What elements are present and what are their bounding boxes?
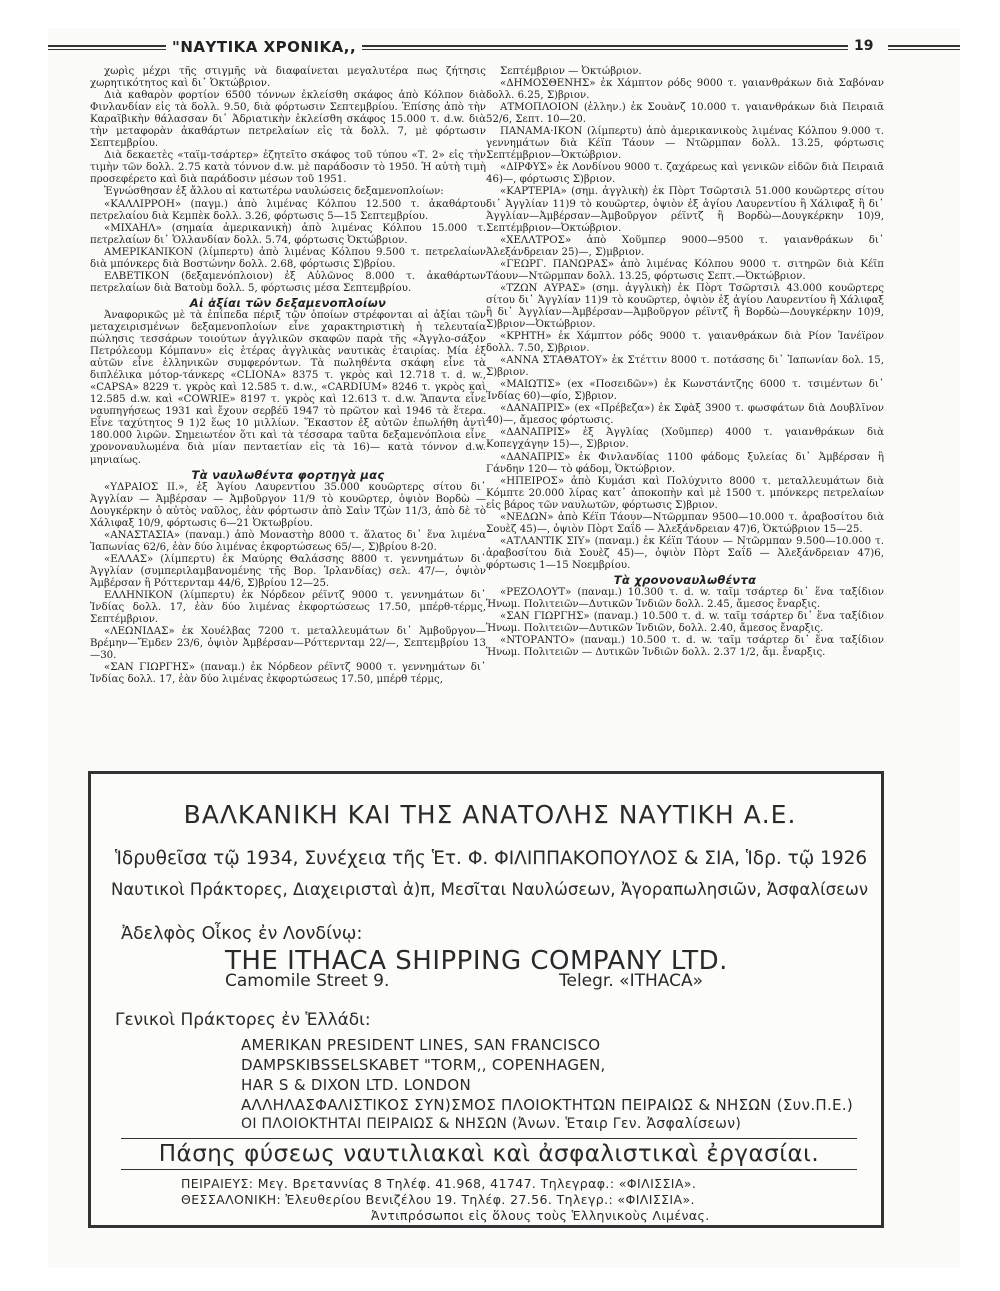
ad-address-thessaloniki: ΘΕΣΣΑΛΟΝΙΚΗ: Ἐλευθερίου Βενιζέλου 19. Τηλέφ. 27.56. Τηλεγρ.: «ΦΙΛΙΣΣΙΑ».	[181, 1192, 695, 1207]
article-paragraph: «ΔΗΜΟΣΘΕΝΗΣ» ἐκ Χάμπτον ρόδς 9000 τ. γαιανθράκων διὰ Σαβόναν δολλ. 6.25, Σ)βριον.	[486, 78, 884, 102]
article-paragraph: «ΜΙΧΑΗΛ» (σημαία ἀμερικανικὴ) ἀπὸ λιμένας Κόλπου 15.000 τ. πετρελαίων δι᾿ Ὁλλανδίαν δολλ. 5.74, φόρτωσις Ὀκτώβριον.	[90, 222, 486, 246]
article-paragraph: ΕΛΒΕΤΙΚΟΝ (δεξαμενόπλοιον) ἐξ Αὐλῶνος 8.000 τ. ἀκαθάρτων πετρελαίων διὰ Βατοὺμ δολλ. 5, φόρτωσις μέσα Σεπτεμβρίου.	[90, 270, 486, 294]
article-paragraph: «ΑΝΑΣΤΑΣΙΑ» (παναμ.) ἀπὸ Μοναστὴρ 8000 τ. ἅλατος δι᾿ ἕνα λιμένα Ἰαπωνίας 62/6, ἐὰν δύο λιμένας ἐκφορτώσεως 65/—, Σ)βρίου 8-20.	[90, 529, 486, 553]
article-paragraph: Σεπτέμβριον — Ὀκτώβριον.	[500, 66, 642, 77]
ad-client-line: DAMPSKIBSSELSKABET "TORM,, COPENHAGEN,	[241, 1056, 606, 1074]
ad-london-company: THE ITHACA SHIPPING COMPANY LTD.	[225, 946, 728, 976]
header-rule-middle	[348, 45, 848, 50]
ad-representatives-note: Ἀντιπρόσωποι εἰς ὅλους τοὺς Ἑλληνικοὺς Λιμένας.	[371, 1208, 710, 1223]
article-paragraph: «ΚΑΛΛΙΡΡΟΗ» (παγμ.) ἀπὸ λιμένας Κόλπου 12.500 τ. ἀκαθάρτου πετρελαίου διὰ Κεμπὲκ δολλ. 3.26, φόρτωσις 5—15 Σεπτεμβρίου.	[90, 198, 486, 222]
ad-greece-agents-label: Γενικοὶ Πράκτορες ἐν Ἑλλάδι:	[115, 1010, 371, 1030]
article-paragraph: Ἀναφορικῶς μὲ τὰ ἐπίπεδα πέριξ τῶν ὁποίων στρέφονται αἱ ἀξίαι τῶν μεταχειρισμένων δεξαμενοπλοίων εἶνε χαρακτηριστικὴ ἡ τελευταία πώλησις τεσσάρων τοιούτων ἀγγλικῶν σκαφῶν παρὰ τῆς «Ἀγγλο-σάξον Πετρόλεουμ Κόμπανυ» εἰς ἑτέρας ἀγγλικὰς ναυτικὰς ἑταιρίας. Μία ἐξ αὐτῶν εἶνε ἑλληνικῶν συμφερόντων. Τὰ πωληθέντα σκάφη εἶνε τὰ διπλέλικα μότορ-τάνκερς «CLIONA» 8375 τ. γκρὸς καὶ 12.718 τ. d. w., «CAPSA» 8229 τ. γκρὸς καὶ 12.585 τ. d.w., «CARDIUM» 8246 τ. γκρὸς καὶ 12.585 d.w. καὶ «COWRIE» 8197 τ. γκρὸς καὶ 12.613 τ. d.w. Ἅπαντα εἶνε ναυπηγήσεως 1931 καὶ ἔχουν σερβέϋ 1947 τὸ πρῶτον καὶ 1946 τὰ ἕτερα. Εἶνε ταχύτητος 9 1)2 ἕως 10 μιλλίων. Ἕκαστον ἐξ αὐτῶν ἐπωλήθη ἀντὶ 180.000 λιρῶν. Σημειωτέον ὅτι καὶ τὰ τέσσαρα ταῦτα δεξαμενόπλοια εἶνε χρονοναυλωμένα διὰ μίαν πενταετίαν εἰς τὰ 16)— κατὰ τόννον d.w. μηνιαίως.	[90, 309, 486, 466]
ad-london-house-label: Ἀδελφὸς Οἶκος ἐν Λονδίνῳ:	[121, 924, 363, 944]
section-heading-tanker-values: Αἱ ἀξίαι τῶν δεξαμενοπλοίων	[189, 295, 387, 310]
article-paragraph: «ΓΕΩΡΓ. ΠΑΝΩΡΑΣ» ἀπὸ λιμένας Κόλπου 9000 τ. σιτηρῶν διὰ Κέϊπ Τάουν—Ντῶρμπαν δολλ. 13.25, φόρτωσις Σεπτ.—Ὀκτώβριον.	[486, 258, 884, 282]
left-column	[90, 66, 486, 686]
article-paragraph: «ΚΡΗΤΗ» ἐκ Χάμπτον ρόδς 9000 τ. γαιανθράκων διὰ Ρίον Ἰανέϊρον δολλ. 7.50, Σ)βριον.	[486, 331, 884, 355]
article-paragraph: «ΜΑΙΩΤΙΣ» (ex «Ποσειδῶν») ἐκ Κωνστάντζης 6000 τ. τσιμέντων δι᾿ Ἰνδίας 60)—φίο, Σ)βριον.	[486, 379, 884, 403]
article-paragraph: «ΔΙΡΦΥΣ» ἐκ Λονδίνου 9000 τ. ζαχάρεως καὶ γενικῶν εἰδῶν διὰ Πειραιᾶ 46)—, φόρτωσις Σ)βριον.	[486, 162, 884, 186]
ad-founded-line: Ἱδρυθεῖσα τῷ 1934, Συνέχεια τῆς Ἑτ. Φ. ΦΙΛΙΠΠΑΚΟΠΟΥΛΟΣ & ΣΙΑ, Ἱδρ. τῷ 1926	[115, 848, 868, 869]
article-paragraph: ΕΛΛΗΝΙΚΟΝ (λίμπερτυ) ἐκ Νόρδεον ρέϊντζ 9000 τ. γεννημάτων δι᾿ Ἰνδίας δολλ. 17, ἐὰν δύο λιμένας ἐκφορτώσεως 17.50, μπέρθ-τέρμς, Σεπτέμβριον.	[90, 590, 486, 626]
advertisement-box	[88, 771, 884, 1228]
article-paragraph: ΠΑΝΑΜΑ·ΙΚΟΝ (λίμπερτυ) ἀπὸ ἀμερικανικοὺς λιμένας Κόλπου 9.000 τ. γεννημάτων διὰ Κέϊπ Τάουν — Ντῶρμπαν δολλ. 13.25, φόρτωσις Σεπτέμβριον—Ὀκτώβριον.	[486, 126, 884, 162]
left-paragraphs	[90, 66, 486, 295]
page-number: 19	[848, 38, 879, 54]
ad-slogan: Πάσης φύσεως ναυτιλιακαὶ καὶ ἀσφαλιστικαὶ ἐργασίαι.	[121, 1138, 857, 1170]
article-paragraph: «ΑΝΝΑ ΣΤΑΘΑΤΟΥ» ἐκ Στέττιν 8000 τ. ποτάσσης δι᾿ Ἰαπωνίαν δολ. 15, Σ)βριον.	[486, 355, 884, 379]
article-paragraph: «ΝΕΔΩΝ» ἀπὸ Κέϊπ Τάουν—Ντῶρμπαν 9500—10.000 τ. ἀραβοσίτου διὰ Σουὲζ 45)—, ὀψιὸν Πὸρτ Σαΐδ — Ἀλεξάνδρειαν 47)6, Ὀκτώβριον 15—25.	[486, 511, 884, 535]
tanker-values-paragraphs	[90, 310, 486, 467]
ad-services-line: Ναυτικοὶ Πράκτορες, Διαχειρισταὶ ἀ)π, Μεσῖται Ναυλώσεων, Ἀγοραπωλησιῶν, Ἀσφαλίσεων	[111, 880, 869, 899]
article-paragraph: «ΣΑΝ ΓΙΩΡΓΗΣ» (παναμ.) 10.500 τ. d. w. ταῖμ τσάρτερ δι᾿ ἕνα ταξίδιον Ἡνωμ. Πολιτειῶν—Δυτικῶν Ἰνδιῶν, δολλ. 2.40, ἄμεσος ἔναρξις.	[486, 611, 884, 635]
ad-london-street: Camomile Street 9.	[225, 971, 390, 991]
publication-title: "ΝΑΥΤΙΚΑ ΧΡΟΝΙΚΑ,,	[166, 38, 362, 56]
ad-client-line: ΑΛΛΗΛΑΣΦΑΛΙΣΤΙΚΟΣ ΣΥΝ)ΣΜΟΣ ΠΛΟΙΟΚΤΗΤΩΝ ΠΕΙΡΑΙΩΣ & ΝΗΣΩΝ (Συν.Π.Ε.)	[241, 1096, 854, 1114]
chartered-cargo-paragraphs	[90, 482, 486, 687]
ad-client-line: AMERIKAN PRESIDENT LINES, SAN FRANCISCO	[241, 1036, 601, 1054]
article-paragraph: «ΤΖΩΝ ΑΥΡΑΣ» (σημ. ἀγγλικὴ) ἐκ Πὸρτ Τσῶρτσιλ 43.000 κουῶρτερς σίτου δι᾿ Ἀγγλίαν 11)9 τὸ κουῶρτερ, ὀψιὸν ἐξ ἁγίου Λαυρεντίου ἢ Χάλιφαξ ἢ δι᾿ Ἀγγλίαν—Ἀμβέρσαν—Ἀμβοῦργον ρέϊντζ ἢ Βορδὼ—Δουγκέρκην 10)9, Σ)βριον—Ὀκτώβριον.	[486, 282, 884, 330]
article-paragraph: «ΕΛΛΑΣ» (λίμπερτυ) ἐκ Μαύρης Θαλάσσης 8800 τ. γεννημάτων δι᾿ Ἀγγλίαν (συμπεριλαμβανομένης τῆς Βορ. Ἰρλανδίας) σελ. 47/—, ὀψιὸν Ἀμβέρσαν ἢ Ρόττερνταμ 44/6, Σ)βρίου 12—25.	[90, 553, 486, 589]
article-paragraph: Διὰ δεκαετὲς «ταϊμ-τσάρτερ» ἐζητεῖτο σκάφος τοῦ τύπου «Τ. 2» εἰς τὴν τιμὴν τῶν δολλ. 2.75 κατὰ τόννον d.w. μὲ παράδοσιν τὸ 1950. Ἡ αὐτὴ τιμὴ προσεφέρετο καὶ διὰ παράδοσιν μέσων τοῦ 1951.	[90, 150, 486, 186]
ad-client-line: HAR S & DIXON LTD. LONDON	[241, 1076, 472, 1094]
ad-london-telegraph: Telegr. «ITHACA»	[559, 971, 703, 991]
article-paragraph: χωρὶς μέχρι τῆς στιγμῆς νὰ διαφαίνεται μεγαλυτέρα πως ζήτησις χωρητικότητος καὶ δι᾿ Ὀκτώβριον.	[90, 66, 486, 90]
header-rule-right	[888, 45, 960, 50]
article-paragraph: «ΛΕΩΝΙΔΑΣ» ἐκ Χουέλβας 7200 τ. μεταλλευμάτων δι᾿ Ἀμβοῦργον—Βρέμην—Ἔμδεν 23/6, ὀψιὸν Ἀμβέρσαν—Ρόττερνταμ 22/—, Σεπτεμβρίου 13—30.	[90, 626, 486, 662]
article-paragraph: «ΥΔΡΑΙΟΣ ΙΙ.», ἐξ Ἁγίου Λαυρεντίου 35.000 κουῶρτερς σίτου δι᾿ Ἀγγλίαν — Ἀμβέρσαν — Ἀμβοῦργον 11/9 τὸ κουῶρτερ, ὀψιὸν Βορδὼ —Δουγκέρκην ὁ αὐτὸς ναῦλος, ἐὰν φόρτωσιν ἀπὸ Σαὶν Τζὼν 11/3, ἀπὸ δὲ τὸ Χάλιφαξ 10/9, φόρτωσις 6—21 Ὀκτωβρίου.	[90, 481, 486, 529]
article-paragraph: «ΔΑΝΑΠΡΙΣ» ἐκ Φινλανδίας 1100 φάδομς ξυλείας δι᾿ Ἀμβέρσαν ἢ Γάνδην 120— τὸ φάδομ, Ὀκτώβριον.	[486, 451, 884, 475]
ad-client-line: ΟΙ ΠΛΟΙΟΚΤΗΤΑΙ ΠΕΙΡΑΙΩΣ & ΝΗΣΩΝ (Ἀνων. Ἑταιρ Γεν. Ἀσφαλίσεων)	[241, 1116, 742, 1132]
section-heading-chartered-cargo: Τὰ ναυλωθέντα φορτηγὰ μας	[191, 467, 385, 482]
article-paragraph: «ΑΤΛΑΝΤΙΚ ΣΙΥ» (παναμ.) ἐκ Κέϊπ Τάουν — Ντῶρμπαν 9.500—10.000 τ. ἀραβοσίτου διὰ Σουὲζ 45)—, ὀψιὸν Πὸρτ Σαΐδ — Ἀλεξάνδρειαν 47)6, φόρτωσις 1—15 Νοεμβρίου.	[486, 535, 884, 571]
time-charter-paragraphs	[486, 587, 884, 659]
section-heading-time-charters: Τὰ χρονοναυλωθέντα	[613, 572, 757, 587]
ad-company-title: ΒΑΛΚΑΝΙΚΗ ΚΑΙ ΤΗΣ ΑΝΑΤΟΛΗΣ ΝΑΥΤΙΚΗ Α.Ε.	[183, 800, 797, 829]
article-paragraph: «ΗΠΕΙΡΟΣ» ἀπὸ Κυμάσι καὶ Πολύχνιτο 8000 τ. μεταλλευμάτων διὰ Κόμπτε 20.000 λίρας κατ᾿ ἀποκοπὴν καὶ μὲ 1500 τ. μπόνκερς πετρελαίων εἰς βάρος τῶν ναυλωτῶν, φόρτωσις Σ)βριον.	[486, 475, 884, 511]
article-paragraph: ΑΜΕΡΙΚΑΝΙΚΟΝ (λίμπερτυ) ἀπὸ λιμένας Κόλπου 9.500 τ. πετρελαίων διὰ μπόνκερς διὰ Βοστώνην δολλ. 2.68, φόρτωσις Σ)βρίου.	[90, 246, 486, 270]
article-paragraph: «ΝΤΟΡΑΝΤΟ» (παναμ.) 10.500 τ. d. w. ταῖμ τσάρτερ δι᾿ ἕνα ταξίδιον Ἡνωμ. Πολιτειῶν — Δυτικῶν Ἰνδιῶν δολλ. 2.37 1/2, ἄμ. ἔναρξις.	[486, 635, 884, 659]
header-rule-left	[48, 45, 166, 50]
article-paragraph: «ΔΑΝΑΠΡΙΣ» (ex «Πρέβεζα») ἐκ Σφὰξ 3900 τ. φωσφάτων διὰ Δουβλῖνον 40)—, ἄμεσος φόρτωσις.	[486, 403, 884, 427]
ad-address-piraeus: ΠΕΙΡΑΙΕΥΣ: Μεγ. Βρεταννίας 8 Τηλέφ. 41.968, 41747. Τηλεγραφ.: «ΦΙΛΙΣΣΙΑ».	[181, 1176, 697, 1191]
article-paragraph: «ΔΑΝΑΠΡΙΣ» ἐξ Ἀγγλίας (Χοῦμπερ) 4000 τ. γαιανθράκων διὰ Κοπεγχάγην 15)—, Σ)βριον.	[486, 427, 884, 451]
page-header	[48, 38, 960, 58]
right-column	[486, 66, 884, 659]
article-paragraph: «ΣΑΝ ΓΙΩΡΓΗΣ» (παναμ.) ἐκ Νόρδεον ρέϊντζ 9000 τ. γεννημάτων δι᾿ Ἰνδίας δολλ. 17, ἐὰν δύο λιμένας ἐκφορτώσεως 17.50, μπέρθ τέρμς,	[90, 662, 486, 686]
article-paragraph: «ΧΕΛΛΤΡΟΣ» ἀπὸ Χοῦμπερ 9000—9500 τ. γαιανθράκων δι᾿ Ἀλεξάνδρειαν 25)—, Σ)μβριον.	[486, 234, 884, 258]
article-paragraph: Ἐγνώσθησαν ἐξ ἄλλου αἱ κατωτέρω ναυλώσεις δεξαμενοπλοίων:	[104, 186, 444, 198]
article-paragraph: «ΡΕΖΟΛΟΥΤ» (παναμ.) 10.300 τ. d. w. ταῖμ τσάρτερ δι᾿ ἕνα ταξίδιον Ἡνωμ. Πολιτειῶν—Δυτικῶν Ἰνδιῶν δολλ. 2.45, ἄμεσος ἔναρξις.	[486, 587, 884, 611]
article-paragraph: ΑΤΜΟΠΛΟΙΟΝ (ἑλλην.) ἐκ Σουὰνζ 10.000 τ. γαιανθράκων διὰ Πειραιᾶ 52/6, Σεπτ. 10—20.	[486, 102, 884, 126]
article-paragraph: Διὰ καθαρὸν φορτίον 6500 τόννων ἐκλείσθη σκάφος ἀπὸ Κόλπον διὰ Φινλανδίαν εἰς τὰ δολλ. 9.50, διὰ φόρτωσιν Σεπτεμβρίου. Ἐπίσης ἀπὸ τὴν Καραϊβικὴν θάλασσαν δι᾿ Ἀδριατικὴν ἐκλείσθη σκάφος 15.000 τ. d.w. διὰ τὴν μεταφορὰν ἀκαθάρτων πετρελαίων εἰς τὰ δολλ. 7, μὲ φόρτωσιν Σεπτεμβρίου.	[90, 90, 486, 150]
article-paragraph: «ΚΑΡΤΕΡΙΑ» (σημ. ἀγγλικὴ) ἐκ Πὸρτ Τσῶρτσιλ 51.000 κουῶρτερς σίτου δι᾿ Ἀγγλίαν 11)9 τὸ κουῶρτερ, ὀψιὸν ἐξ ἁγίου Λαυρεντίου ἢ Χάλιφαξ ἢ δι᾿ Ἀγγλίαν—Ἀμβέρσαν—Ἀμβοῦργον ρέϊντζ ἢ Βορδὼ—Δουγκέρκην 10)9, Σεπτέμβριον—Ὀκτώβριον.	[486, 186, 884, 234]
right-paragraphs	[486, 66, 884, 572]
